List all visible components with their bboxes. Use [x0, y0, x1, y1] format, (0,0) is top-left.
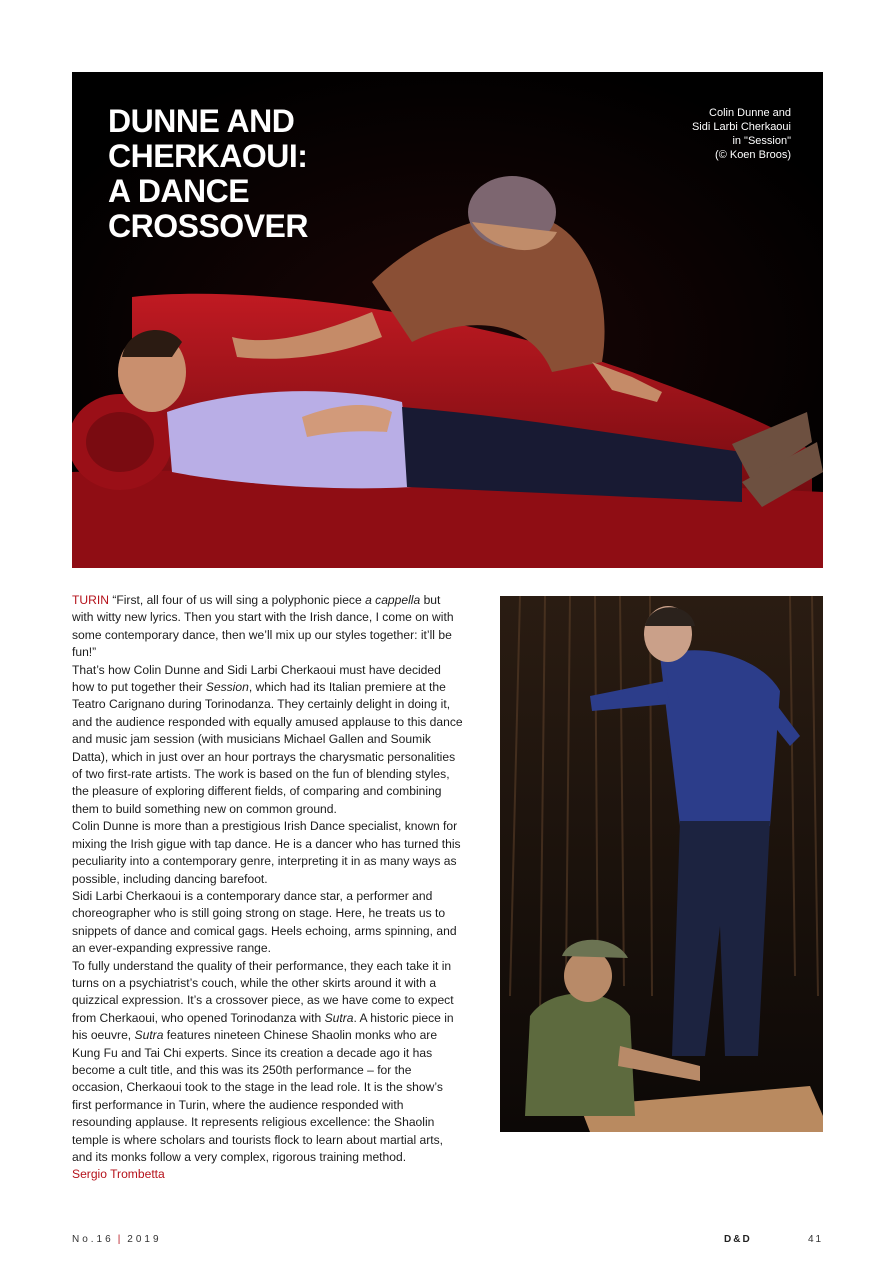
title-line: CROSSOVER	[108, 208, 308, 244]
author-name: Sergio Trombetta	[72, 1167, 165, 1182]
text-run: features nineteen Chinese Shaolin monks who are Kung Fu and Tai Chi experts. Since its creation a decade ago it has become a cult title, and this was its 250th performance – for the occasion, Cherkaoui took to the stage in the lead role. It is the show’s first performance in Turin, where the audience responded with resounding applause. It represents religious excellence: the Shaolin temple is where scholars and tourists flock to learn about martial arts, and its monks follow a very complex, rigorous training method.	[72, 1028, 444, 1164]
text-run: To fully understand the quality of their performance, they each take it in turns on a psychiatrist’s couch, while the other skirts around it with a quizzical expression. It’s a crossover piece, as we have come to expect from Cherkaoui, who opened Torinodanza with	[72, 958, 454, 1025]
page-number: 41	[808, 1234, 824, 1245]
paragraph	[72, 592, 464, 662]
italic-run: a cappella	[365, 593, 421, 607]
magazine-name: D&D	[724, 1234, 752, 1245]
caption-line: (© Koen Broos)	[715, 149, 791, 161]
hero-photo	[72, 72, 823, 568]
article-body	[72, 592, 464, 1184]
issue-year: 2019	[127, 1234, 162, 1245]
side-photo	[500, 596, 823, 1132]
text-run: That’s how Colin Dunne and Sidi Larbi Cherkaoui must have decided how to put together their	[72, 662, 441, 695]
italic-run: Sutra	[324, 1010, 354, 1025]
title-line: DUNNE AND	[108, 103, 295, 139]
text-run: . A historic piece in his oeuvre,	[72, 1010, 454, 1043]
footer-separator: |	[117, 1234, 124, 1245]
title-line: CHERKAOUI:	[108, 138, 308, 174]
caption-line: in "Session"	[732, 135, 791, 147]
italic-run: Session	[205, 680, 249, 695]
article-title	[108, 104, 308, 244]
paragraph: Colin Dunne is more than a prestigious Irish Dance specialist, known for mixing the Irish gigue with tap dance. He is a dancer who has turned this peculiarity into a contemporary genre, interpreting it in as many ways as possible, including dancing barefoot.	[72, 819, 461, 886]
caption-line: Colin Dunne and	[709, 107, 791, 119]
paragraph: Sidi Larbi Cherkaoui is a contemporary dance star, a performer and choreographer who is still going strong on stage. Here, he treats us to snippets of dance and comical gags. Heels echoing, arms spinning, and an ever-expanding expressive range.	[72, 888, 457, 956]
location-tag: TURIN	[72, 593, 109, 607]
text-run: but with witty new lyrics. Then you start with the Irish dance, I come on with some contemporary dance, then we’ll mix up our styles together: it’ll be fun!”	[72, 593, 454, 660]
text-run: “First, all four of us will sing a polyphonic piece	[108, 593, 366, 607]
photo-caption	[692, 106, 791, 162]
caption-line: Sidi Larbi Cherkaoui	[691, 121, 791, 133]
italic-run: Sutra	[134, 1028, 164, 1043]
issue-info	[72, 1234, 162, 1245]
text-run: , which had its Italian premiere at the Teatro Carignano during Torinodanza. They certainly delight in doing it, and the audience responded with equally amused applause to this dance and music jam session (with musicians Michael Gallen and Soumik Datta), which in just over an hour portrays the charysmatic personalities of two first-rate artists. The work is based on the fun of blending styles, the pleasure of exploring different fields, of comparing and combining them to build something new on common ground.	[72, 680, 463, 816]
title-line: A DANCE	[108, 173, 250, 209]
paragraph	[72, 958, 464, 1167]
issue-number: No.16	[72, 1234, 114, 1245]
paragraph	[72, 662, 464, 819]
side-illustration	[500, 596, 823, 1132]
